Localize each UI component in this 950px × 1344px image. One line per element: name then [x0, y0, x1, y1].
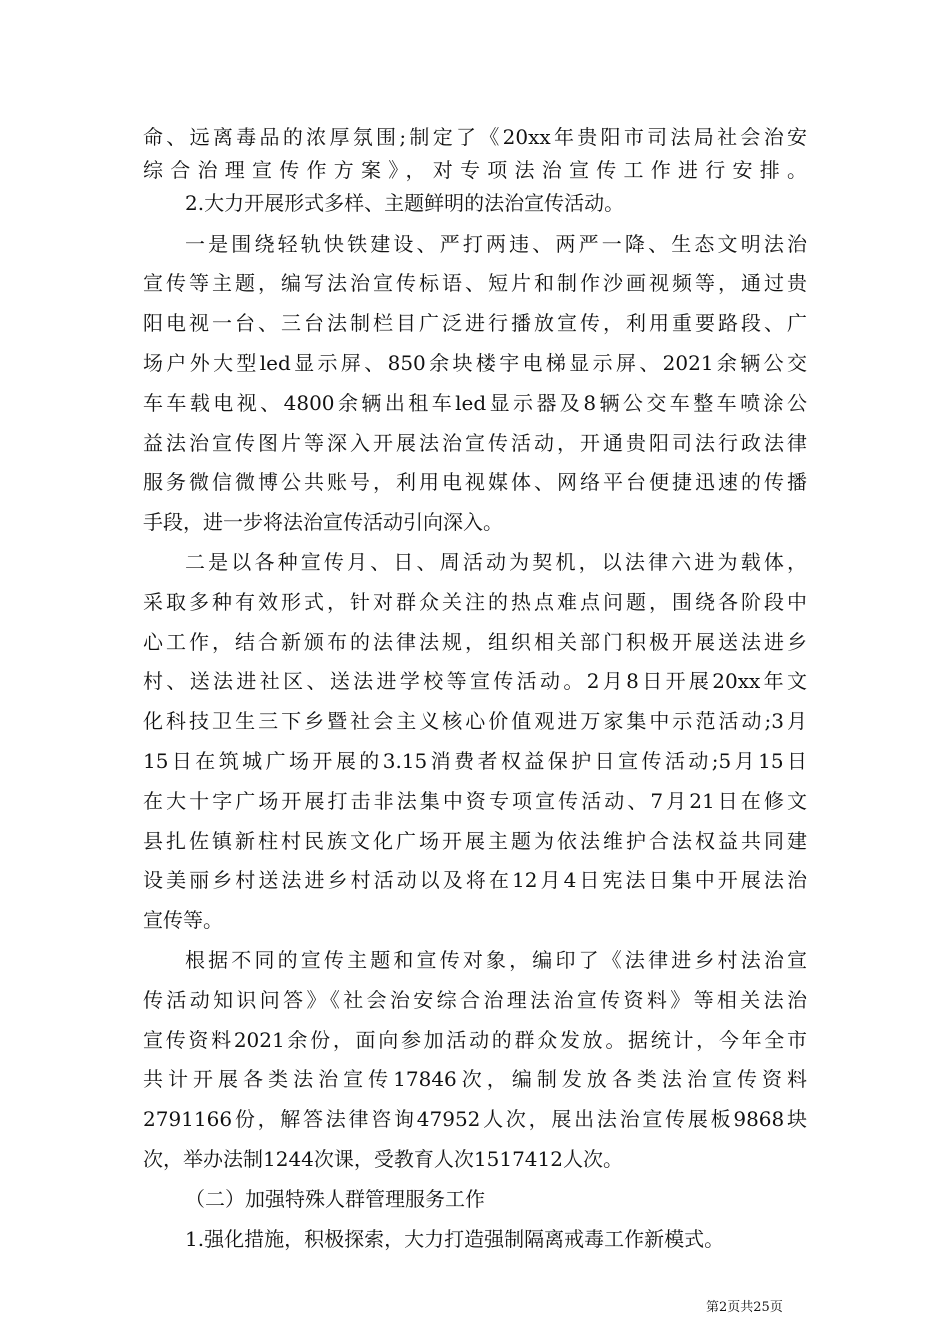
paragraph-first-line: 一是围绕轻轨快铁建设、严打两违、两严一降、生态文明法治: [185, 232, 807, 256]
body-line: 场户外大型led显示屏、850余块楼宇电梯显示屏、2021余辆公交: [143, 351, 807, 375]
body-line: 车车载电视、4800余辆出租车led显示器及8辆公交车整车喷涂公: [143, 391, 807, 415]
body-line: 共计开展各类法治宣传17846次，编制发放各类法治宣传资料: [143, 1067, 807, 1091]
body-line: 宣传等主题，编写法治宣传标语、短片和制作沙画视频等，通过贵: [143, 271, 807, 295]
body-line: 宣传等。: [143, 908, 223, 932]
body-line: 次，举办法制1244次课，受教育人次1517412人次。: [143, 1147, 623, 1171]
page-number: 第2页共25页: [706, 1300, 783, 1315]
body-line: 化科技卫生三下乡暨社会主义核心价值观进万家集中示范活动;3月: [143, 709, 807, 733]
subsection-heading: 1.强化措施，积极探索，大力打造强制隔离戒毒工作新模式。: [185, 1227, 725, 1251]
body-line: 在大十字广场开展打击非法集中资专项宣传活动、7月21日在修文: [143, 789, 807, 813]
paragraph-first-line: 根据不同的宣传主题和宣传对象，编印了《法律进乡村法治宣: [185, 948, 807, 972]
body-line: 益法治宣传图片等深入开展法治宣传活动，开通贵阳司法行政法律: [143, 431, 807, 455]
body-line: 15日在筑城广场开展的3.15消费者权益保护日宣传活动;5月15日: [143, 749, 807, 773]
body-line: 命、远离毒品的浓厚氛围;制定了《20xx年贵阳市司法局社会治安: [143, 125, 807, 149]
body-line: 采取多种有效形式，针对群众关注的热点难点问题，围绕各阶段中: [143, 590, 807, 614]
section-heading: （二）加强特殊人群管理服务工作: [185, 1187, 485, 1211]
body-line: 设美丽乡村送法进乡村活动以及将在12月4日宪法日集中开展法治: [143, 868, 807, 892]
body-line: 村、送法进社区、送法进学校等宣传活动。2月8日开展20xx年文: [143, 669, 807, 693]
body-line: 阳电视一台、三台法制栏目广泛进行播放宣传，利用重要路段、广: [143, 311, 807, 335]
body-line: 心工作，结合新颁布的法律法规，组织相关部门积极开展送法进乡: [143, 630, 807, 654]
paragraph-first-line: 二是以各种宣传月、日、周活动为契机，以法律六进为载体，: [185, 550, 807, 574]
body-line: 宣传资料2021余份，面向参加活动的群众发放。据统计，今年全市: [143, 1028, 807, 1052]
body-line: 传活动知识问答》《社会治安综合治理法治宣传资料》等相关法治: [143, 988, 807, 1012]
body-line: 综合治理宣传作方案》，对专项法治宣传工作进行安排。: [143, 158, 807, 182]
body-line: 服务微信微博公共账号，利用电视媒体、网络平台便捷迅速的传播: [143, 470, 807, 494]
body-line: 县扎佐镇新柱村民族文化广场开展主题为依法维护合法权益共同建: [143, 829, 807, 853]
section-heading: 2.大力开展形式多样、主题鲜明的法治宣传活动。: [185, 191, 625, 215]
body-line: 2791166份，解答法律咨询47952人次，展出法治宣传展板9868块: [143, 1107, 807, 1131]
body-line: 手段，进一步将法治宣传活动引向深入。: [143, 510, 503, 534]
